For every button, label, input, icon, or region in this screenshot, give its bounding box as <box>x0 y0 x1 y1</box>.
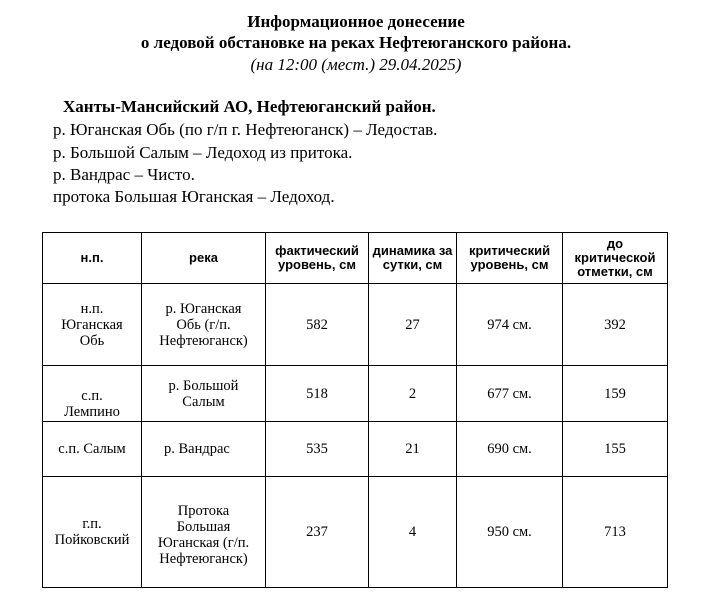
cell-dynamics: 27 <box>369 284 457 366</box>
river-status-line: р. Юганская Обь (по г/п г. Нефтеюганск) – Ледостав. <box>53 120 438 139</box>
river-status-line: протока Большая Юганская – Ледоход. <box>53 187 335 206</box>
table-row <box>43 284 668 366</box>
cell-actual-level: 237 <box>266 477 369 588</box>
column-header-actual-level: фактический уровень, см <box>266 233 369 284</box>
column-header-river: река <box>142 233 266 284</box>
region-heading: Ханты-Мансийский АО, Нефтеюганский район. <box>63 97 436 116</box>
cell-actual-level: 582 <box>266 284 369 366</box>
cell-np: с.п. Салым <box>43 422 142 477</box>
table-header-row <box>43 233 668 284</box>
cell-critical-level: 690 см. <box>457 422 563 477</box>
cell-np: н.п. Юганская Обь <box>43 284 142 366</box>
cell-dynamics: 4 <box>369 477 457 588</box>
cell-np: с.п. Лемпино <box>43 366 142 422</box>
report-datetime: (на 12:00 (мест.) 29.04.2025) <box>250 55 462 74</box>
cell-river: р. Юганская Обь (г/п. Нефтеюганск) <box>142 284 266 366</box>
column-header-to-critical: до критической отметки, см <box>563 233 668 284</box>
cell-actual-level: 518 <box>266 366 369 422</box>
river-status-line: р. Вандрас – Чисто. <box>53 165 195 184</box>
report-title: Информационное донесение <box>247 12 465 31</box>
water-levels-table <box>42 232 668 588</box>
cell-np: г.п. Пойковский <box>43 477 142 588</box>
cell-critical-level: 677 см. <box>457 366 563 422</box>
cell-critical-level: 950 см. <box>457 477 563 588</box>
cell-dynamics: 2 <box>369 366 457 422</box>
cell-dynamics: 21 <box>369 422 457 477</box>
cell-to-critical: 392 <box>563 284 668 366</box>
cell-critical-level: 974 см. <box>457 284 563 366</box>
table-row <box>43 366 668 422</box>
column-header-critical-level: критический уровень, см <box>457 233 563 284</box>
cell-to-critical: 159 <box>563 366 668 422</box>
cell-actual-level: 535 <box>266 422 369 477</box>
table-row <box>43 422 668 477</box>
column-header-np: н.п. <box>43 233 142 284</box>
cell-to-critical: 713 <box>563 477 668 588</box>
cell-river: Протока Большая Юганская (г/п. Нефтеюганск) <box>142 477 266 588</box>
cell-river: р. Вандрас <box>142 422 266 477</box>
report-subtitle: о ледовой обстановке на реках Нефтеюганского района. <box>140 33 572 52</box>
river-status-line: р. Большой Салым – Ледоход из притока. <box>53 143 353 162</box>
table-row <box>43 477 668 588</box>
cell-to-critical: 155 <box>563 422 668 477</box>
cell-river: р. Большой Салым <box>142 366 266 422</box>
column-header-dynamics: динамика за сутки, см <box>369 233 457 284</box>
